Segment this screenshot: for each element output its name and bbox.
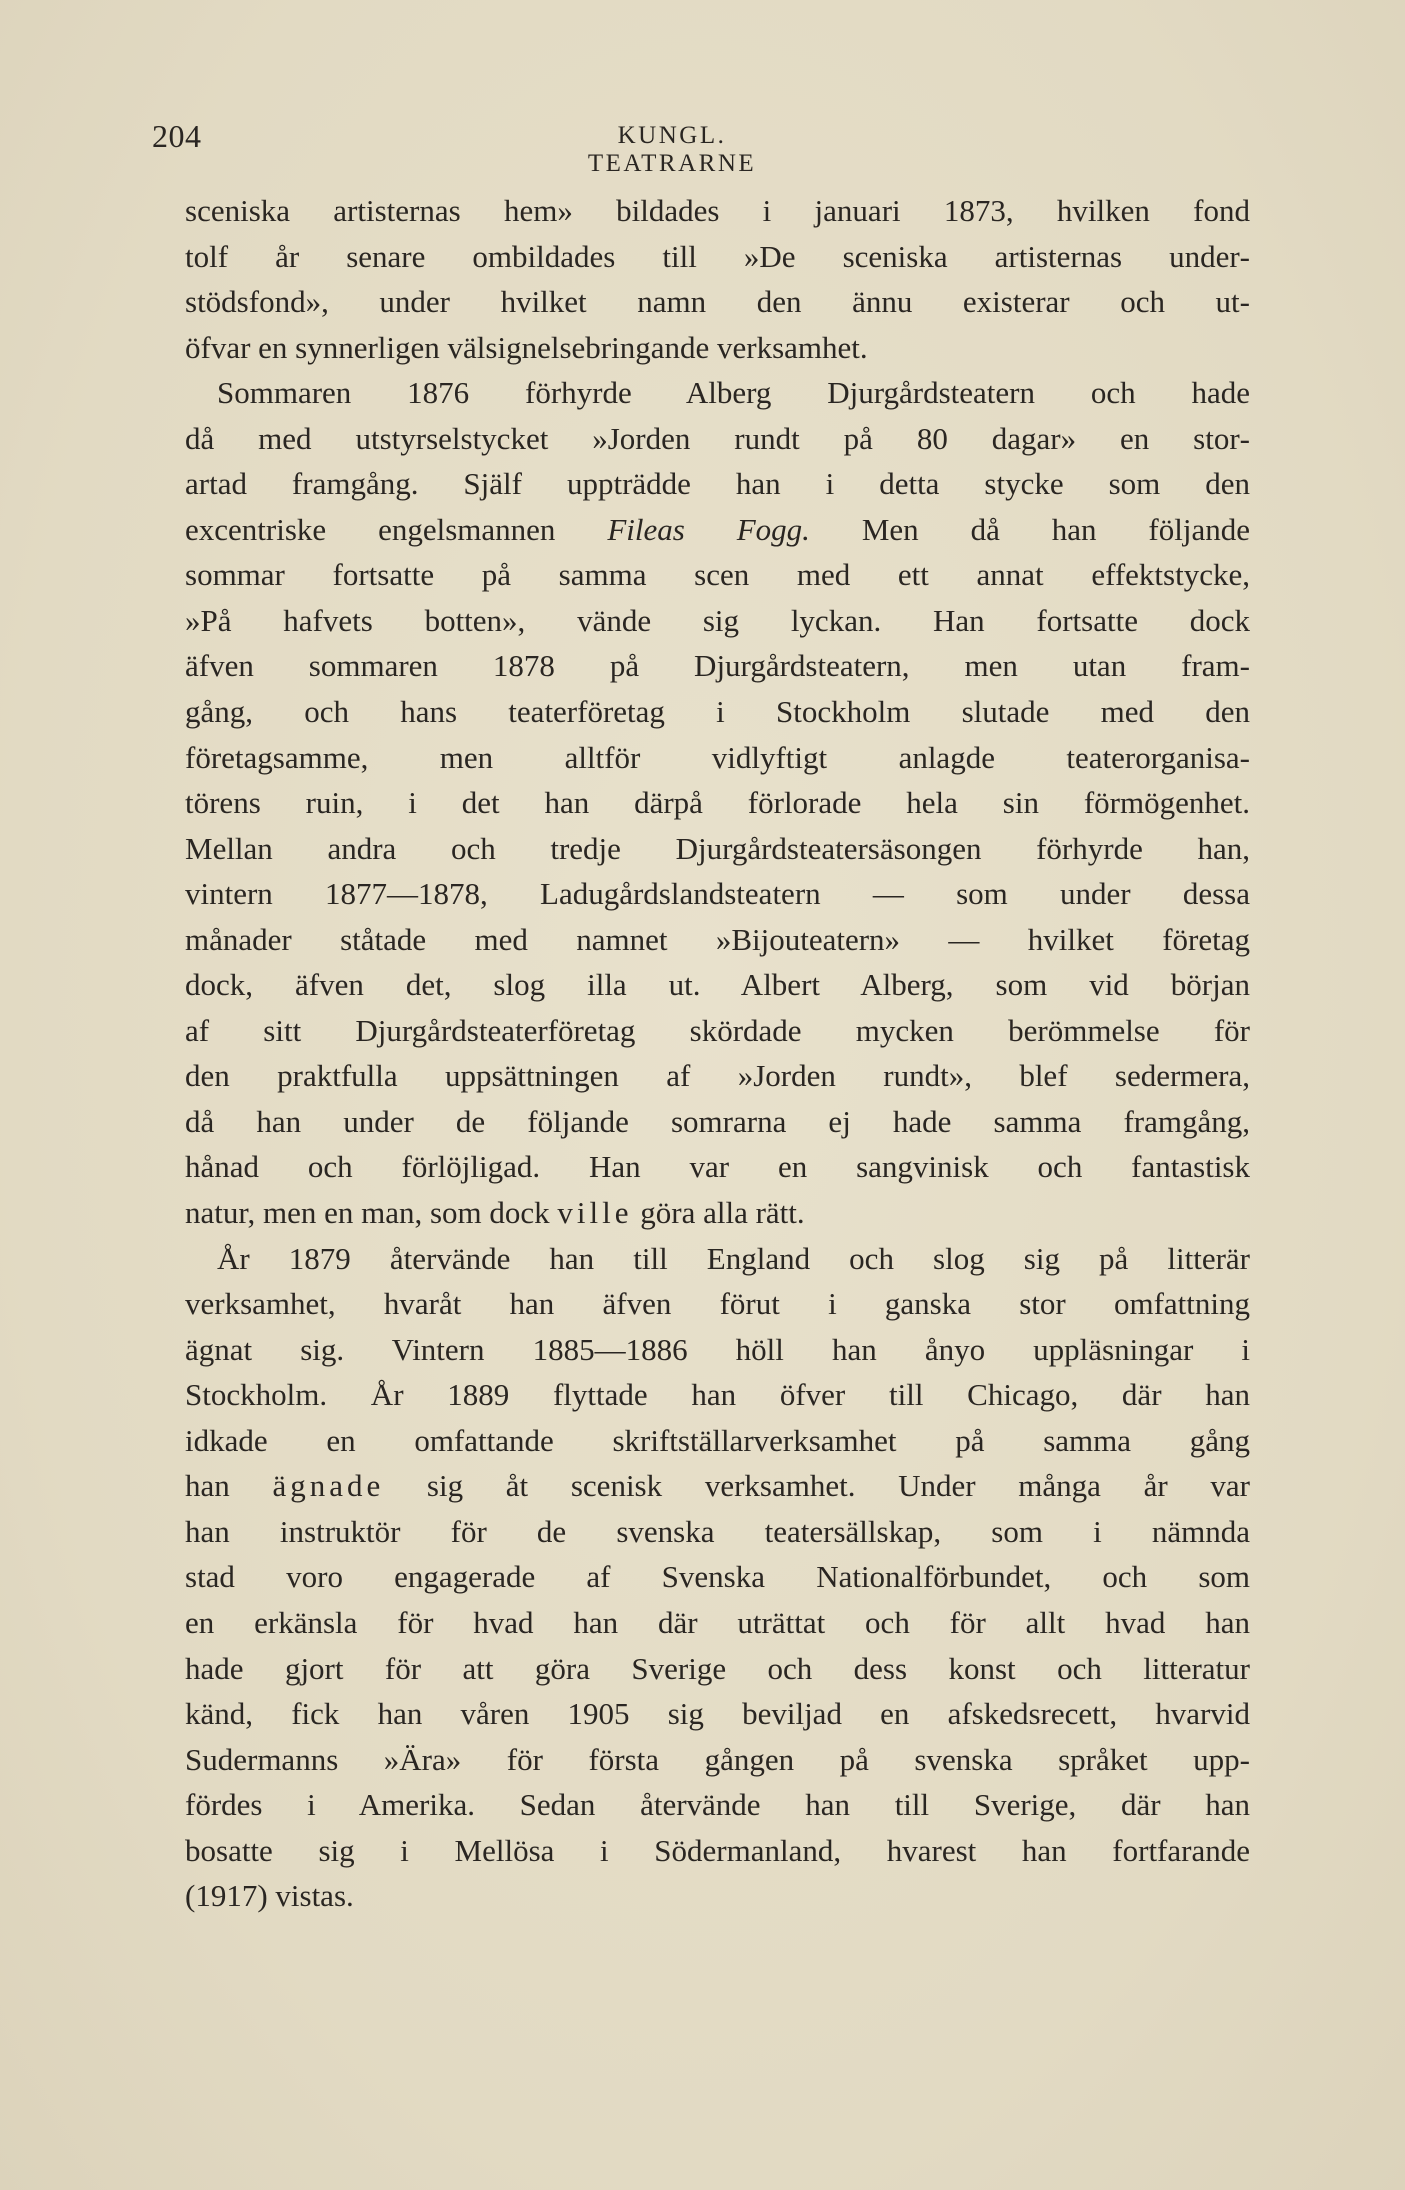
text-line: Sommaren 1876 förhyrde Alberg Djurgårdsteatern och hade (217, 375, 1250, 411)
text-line: hade gjort för att göra Sverige och dess konst och litteratur (185, 1650, 1250, 1686)
text-line: gång, och hans teaterföretag i Stockholm slutade med den (185, 694, 1250, 730)
text-line (185, 1190, 1250, 1236)
text-run: excentriske engelsmannen (185, 511, 608, 547)
text-line: ägnat sig. Vintern 1885—1886 höll han ånyo uppläsningar i (185, 1331, 1250, 1367)
text-line: företagsamme, men alltför vidlyftigt anlagde teaterorganisa‑ (185, 739, 1250, 775)
text-line: den praktfulla uppsättningen af »Jorden rundt», blef sedermera, (185, 1058, 1250, 1094)
text-line: af sitt Djurgårdsteaterföretag skördade mycken berömmelse för (185, 1012, 1250, 1048)
text-line (185, 1463, 1250, 1509)
running-title: KUNGL. TEATRARNE (587, 122, 757, 177)
text-line: artad framgång. Själf uppträdde han i detta stycke som den (185, 466, 1250, 502)
text-line: tolf år senare ombildades till »De sceniska artisternas under‑ (185, 238, 1250, 274)
text-line: sceniska artisternas hem» bildades i januari 1873, hvilken fond (185, 193, 1250, 228)
text-line: »På hafvets botten», vände sig lyckan. Han fortsatte dock (185, 602, 1250, 638)
text-line: hånad och förlöjligad. Han var en sangvinisk och fantastisk (185, 1149, 1250, 1185)
text-line: äfven sommaren 1878 på Djurgårdsteatern, men utan fram‑ (185, 648, 1250, 684)
text-line: bosatte sig i Mellösa i Södermanland, hvarest han fortfarande (185, 1832, 1250, 1868)
text-line: törens ruin, i det han därpå förlorade hela sin förmögenhet. (185, 785, 1250, 821)
text-line: vintern 1877—1878, Ladugårdslandsteatern — som under dessa (185, 876, 1250, 912)
text-line: en erkänsla för hvad han där uträttat och för allt hvad han (185, 1604, 1250, 1640)
spaced-word: ägnade (272, 1468, 385, 1504)
text-run: göra alla rätt. (632, 1195, 805, 1231)
text-line: dock, äfven det, slog illa ut. Albert Alberg, som vid början (185, 967, 1250, 1003)
running-head (152, 118, 1252, 177)
text-line: Mellan andra och tredje Djurgårdsteatersäsongen förhyrde han, (185, 830, 1250, 866)
text-line: (1917) vistas. (185, 1878, 354, 1914)
text-line: stad voro engagerade af Svenska Nationalförbundet, och som (185, 1559, 1250, 1595)
text-line: då han under de följande somrarna ej hade samma framgång, (185, 1103, 1250, 1139)
text-line: År 1879 återvände han till England och slog sig på litterär (217, 1240, 1250, 1276)
text-line: känd, fick han våren 1905 sig beviljad en afskedsrecett, hvarvid (185, 1696, 1250, 1732)
text-line: månader ståtade med namnet »Bijouteatern» — hvilket företag (185, 921, 1250, 957)
text-run: sig åt scenisk verksamhet. Under många år var (384, 1468, 1250, 1504)
italic-name: Fileas Fogg. (607, 511, 810, 547)
text-run: Men då han följande (809, 511, 1250, 547)
text-run: natur, men en man, som dock (185, 1195, 558, 1231)
text-line: öfvar en synnerligen välsignelsebringande verksamhet. (185, 329, 868, 365)
text-line: verksamhet, hvaråt han äfven förut i ganska stor omfattning (185, 1286, 1250, 1322)
text-line: sommar fortsatte på samma scen med ett annat effektstycke, (185, 557, 1250, 593)
text-line (185, 507, 1250, 553)
spaced-word: ville (557, 1195, 633, 1231)
page-number: 204 (152, 118, 202, 154)
text-line: han instruktör för de svenska teatersällskap, som i nämnda (185, 1513, 1250, 1549)
text-run: han (185, 1468, 273, 1504)
text-line: idkade en omfattande skriftställarverksamhet på samma gång (185, 1422, 1250, 1458)
text-line: stödsfond», under hvilket namn den ännu existerar och ut‑ (185, 284, 1250, 320)
text-line: fördes i Amerika. Sedan återvände han till Sverige, där han (185, 1787, 1250, 1823)
text-line: Stockholm. År 1889 flyttade han öfver till Chicago, där han (185, 1377, 1250, 1413)
text-line: Sudermanns »Ära» för första gången på svenska språket upp‑ (185, 1741, 1250, 1777)
text-line: då med utstyrselstycket »Jorden rundt på 80 dagar» en stor‑ (185, 420, 1250, 456)
body-text (185, 188, 1250, 1919)
